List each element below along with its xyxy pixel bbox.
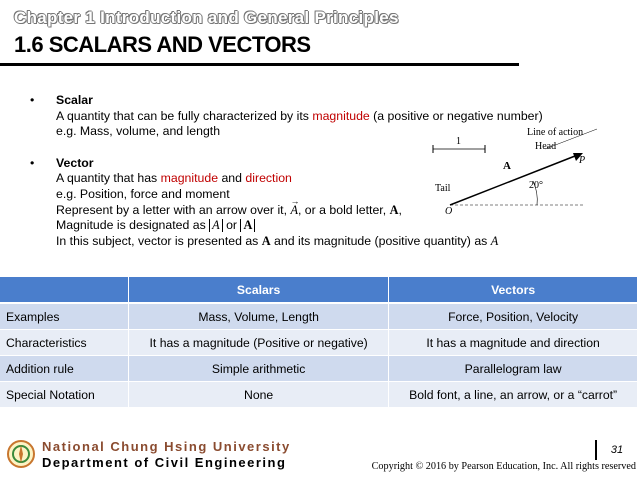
table-cell: Characteristics [0,330,129,356]
table-cell: None [129,382,389,408]
copyright-notice: Copyright © 2016 by Pearson Education, Inc. All rights reserved [371,461,636,472]
department-name: Department of Civil Engineering [42,455,287,470]
vector-a-label: A [503,160,511,172]
table-cell: Bold font, a line, an arrow, or a “carrot” [389,382,638,408]
bullet-dot: • [30,93,35,107]
bullet-dot: • [30,155,35,170]
table-cell: Mass, Volume, Length [129,303,389,330]
point-p-label: P [579,155,586,166]
scalar-definition: A quantity that can be fully characterized by its magnitude (a positive or negative number) [56,108,543,123]
vector-magnitude-notation: Magnitude is designated as A or A [56,218,543,234]
scalar-examples: e.g. Mass, volume, and length [56,124,221,139]
chapter-title: Chapter 1 Introduction and General Principles [14,8,399,27]
table-cell: Addition rule [0,356,129,382]
section-title: 1.6 SCALARS AND VECTORS [14,32,311,57]
university-logo-icon [6,439,36,469]
line-of-action-label: Line of action [527,127,584,138]
table-cell: Examples [0,303,129,330]
table-row [0,382,638,408]
table-cell: It has a magnitude (Positive or negative) [129,330,389,356]
bold-vector-symbol: A [389,202,399,217]
title-underline [0,63,519,66]
table-cell: Special Notation [0,382,129,408]
table-cell: Force, Position, Velocity [389,303,638,330]
table-cell: It has a magnitude and direction [389,330,638,356]
unit-length-label: 1 [456,136,461,147]
table-header-row [0,277,638,303]
table-header-cell: Scalars [129,277,389,303]
magnitude-bold-symbol: A [240,219,255,232]
tail-label: Tail [435,183,451,194]
vector-convention: In this subject, vector is presented as A and its magnitude (positive quantity) as A [56,233,499,248]
arrow-vector-symbol: → A [290,195,300,217]
comparison-table [0,277,638,408]
vector-heading: Vector [56,155,94,170]
table-cell: Parallelogram law [389,356,638,382]
table-row [0,330,638,356]
table-row [0,303,638,330]
scalar-heading: Scalar [56,93,93,107]
vector-definition: A quantity that has magnitude and direction [56,171,292,186]
table-header-cell: Vectors [389,277,638,303]
angle-label: 20° [529,180,543,191]
vector-diagram [425,125,625,215]
table-row [0,356,638,382]
university-name: National Chung Hsing University [42,439,291,454]
vector-representation: Represent by a letter with an arrow over it, → A, or a bold letter, A, [56,195,402,217]
vector-arrow-shaft [450,156,575,205]
magnitude-arrow-symbol: A [209,219,223,232]
table-cell: Simple arithmetic [129,356,389,382]
page-number: 31 [595,440,637,460]
vector-examples: e.g. Position, force and moment [56,186,230,201]
table-header-cell [0,277,129,303]
origin-o-label: O [445,206,453,215]
head-label: Head [535,141,557,152]
